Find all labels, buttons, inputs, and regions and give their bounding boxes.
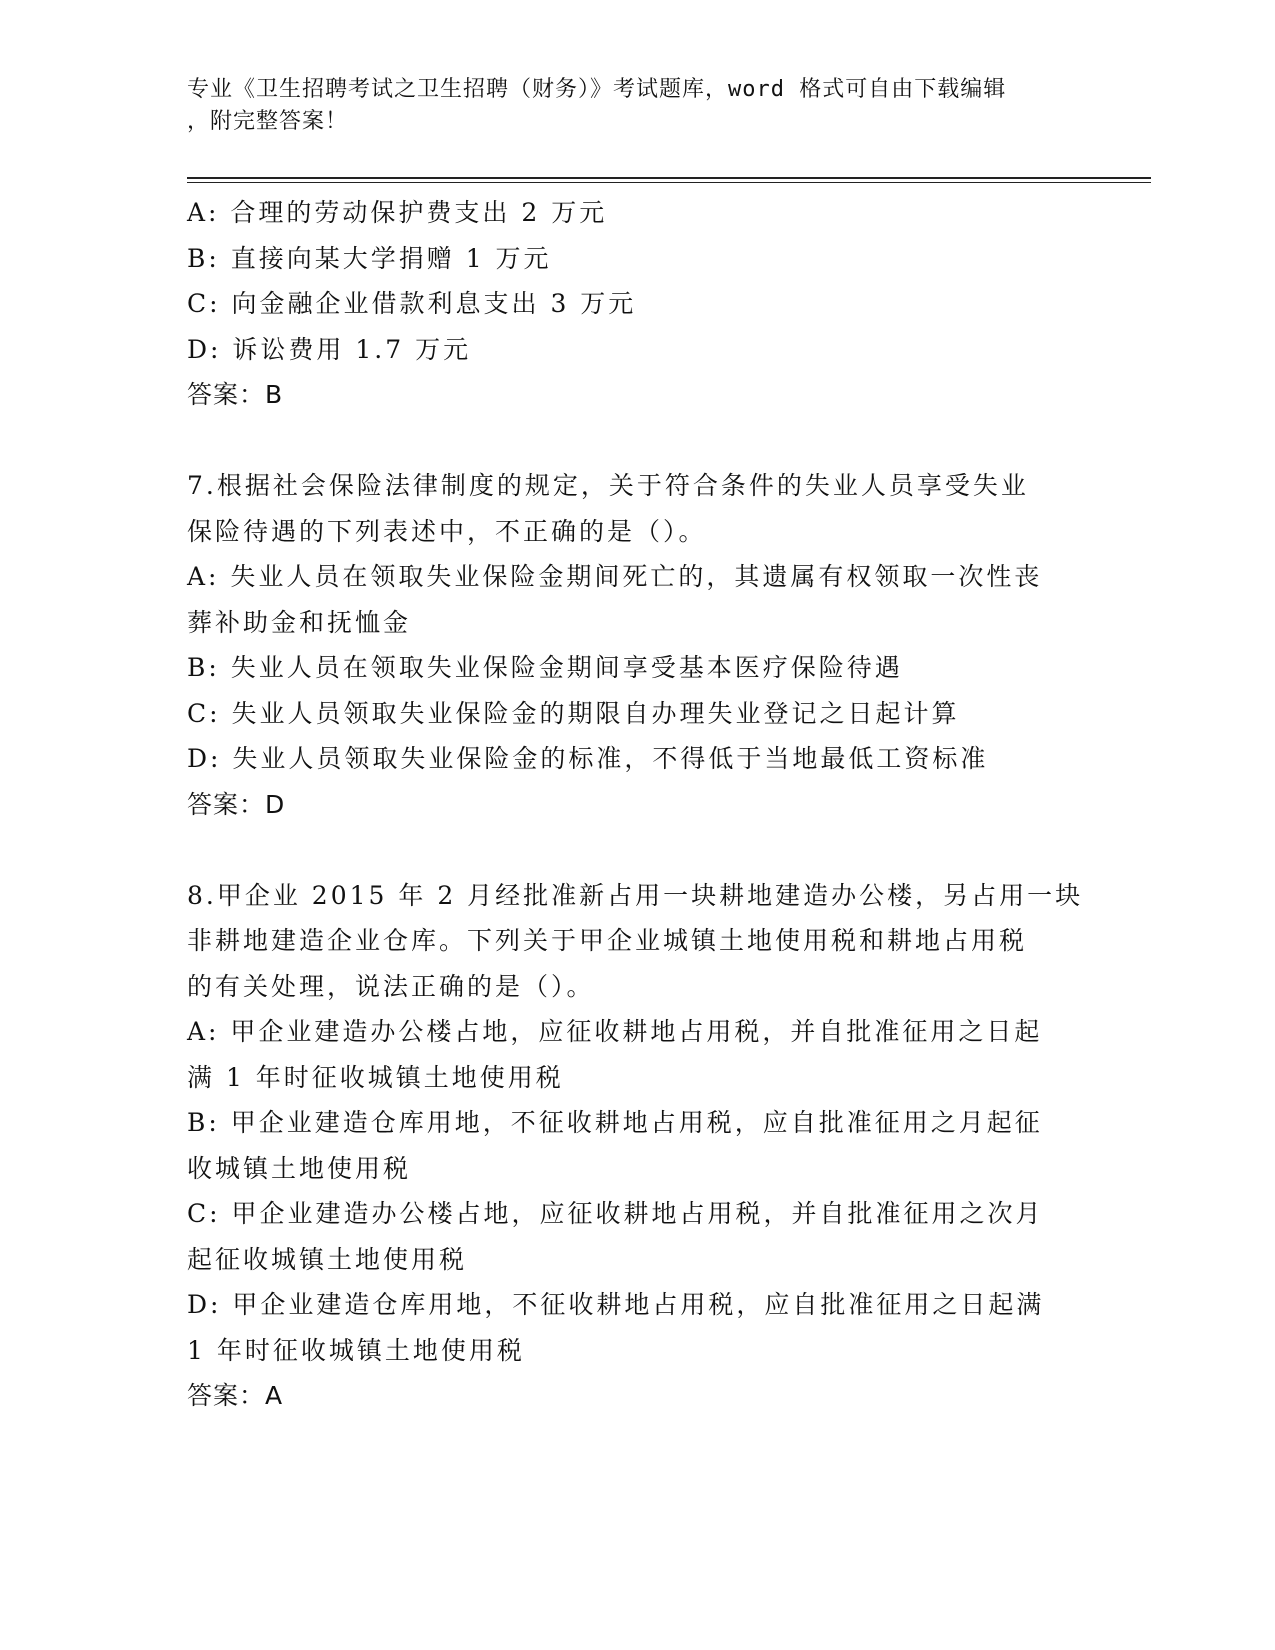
option-c: C: 向金融企业借款利息支出 3 万元 — [187, 289, 637, 318]
option-c: C: 失业人员领取失业保险金的期限自办理失业登记之日起计算 — [187, 698, 960, 728]
question-stem: 保险待遇的下列表述中，不正确的是（）。 — [187, 516, 707, 546]
answer: 答案：B — [187, 380, 284, 409]
option-c: C: 甲企业建造办公楼占地，应征收耕地占用税，并自批准征用之次月 — [187, 1199, 1044, 1228]
question-7 — [187, 463, 1087, 827]
spacer — [187, 418, 1087, 464]
question-stem: 非耕地建造企业仓库。下列关于甲企业城镇土地使用税和耕地占用税 — [187, 926, 1028, 955]
option-b: B: 直接向某大学捐赠 1 万元 — [187, 243, 552, 273]
option-d: D: 诉讼费用 1.7 万元 — [187, 334, 472, 364]
option-b: B: 甲企业建造仓库用地，不征收耕地占用税，应自批准征用之月起征 — [187, 1108, 1043, 1137]
question-8 — [187, 873, 1087, 1419]
question-6 — [187, 190, 1087, 418]
question-stem: 8.甲企业 2015 年 2 月经批准新占用一块耕地建造办公楼，另占用一块 — [187, 880, 1084, 910]
option-a-continued: 满 1 年时征收城镇土地使用税 — [187, 1062, 564, 1092]
option-b-continued: 收城镇土地使用税 — [187, 1153, 412, 1183]
option-d: D: 失业人员领取失业保险金的标准，不得低于当地最低工资标准 — [187, 744, 989, 773]
document-header — [187, 74, 1067, 138]
option-c-continued: 起征收城镇土地使用税 — [187, 1244, 468, 1274]
question-stem: 7.根据社会保险法律制度的规定，关于符合条件的失业人员享受失业 — [187, 471, 1029, 500]
option-d: D: 甲企业建造仓库用地，不征收耕地占用税，应自批准征用之日起满 — [187, 1290, 1045, 1319]
header-divider — [187, 177, 1151, 179]
answer: 答案：D — [187, 789, 286, 819]
option-a: A: 失业人员在领取失业保险金期间死亡的，其遗属有权领取一次性丧 — [187, 562, 1043, 591]
header-line: 专业《卫生招聘考试之卫生招聘（财务）》考试题库，word 格式可自由下载编辑 — [187, 77, 1007, 102]
option-b: B: 失业人员在领取失业保险金期间享受基本医疗保险待遇 — [187, 653, 903, 682]
question-stem: 的有关处理，说法正确的是（）。 — [187, 971, 595, 1001]
option-a: A: 合理的劳动保护费支出 2 万元 — [187, 198, 608, 227]
header-divider-thin — [187, 182, 1151, 183]
option-a: A: 甲企业建造办公楼占地，应征收耕地占用税，并自批准征用之日起 — [187, 1017, 1043, 1046]
header-line: ，附完整答案！ — [187, 109, 349, 134]
option-d-continued: 1 年时征收城镇土地使用税 — [187, 1335, 525, 1365]
answer: 答案：A — [187, 1381, 284, 1410]
option-a-continued: 葬补助金和抚恤金 — [187, 607, 412, 637]
question-content — [187, 190, 1087, 1419]
spacer — [187, 827, 1087, 873]
